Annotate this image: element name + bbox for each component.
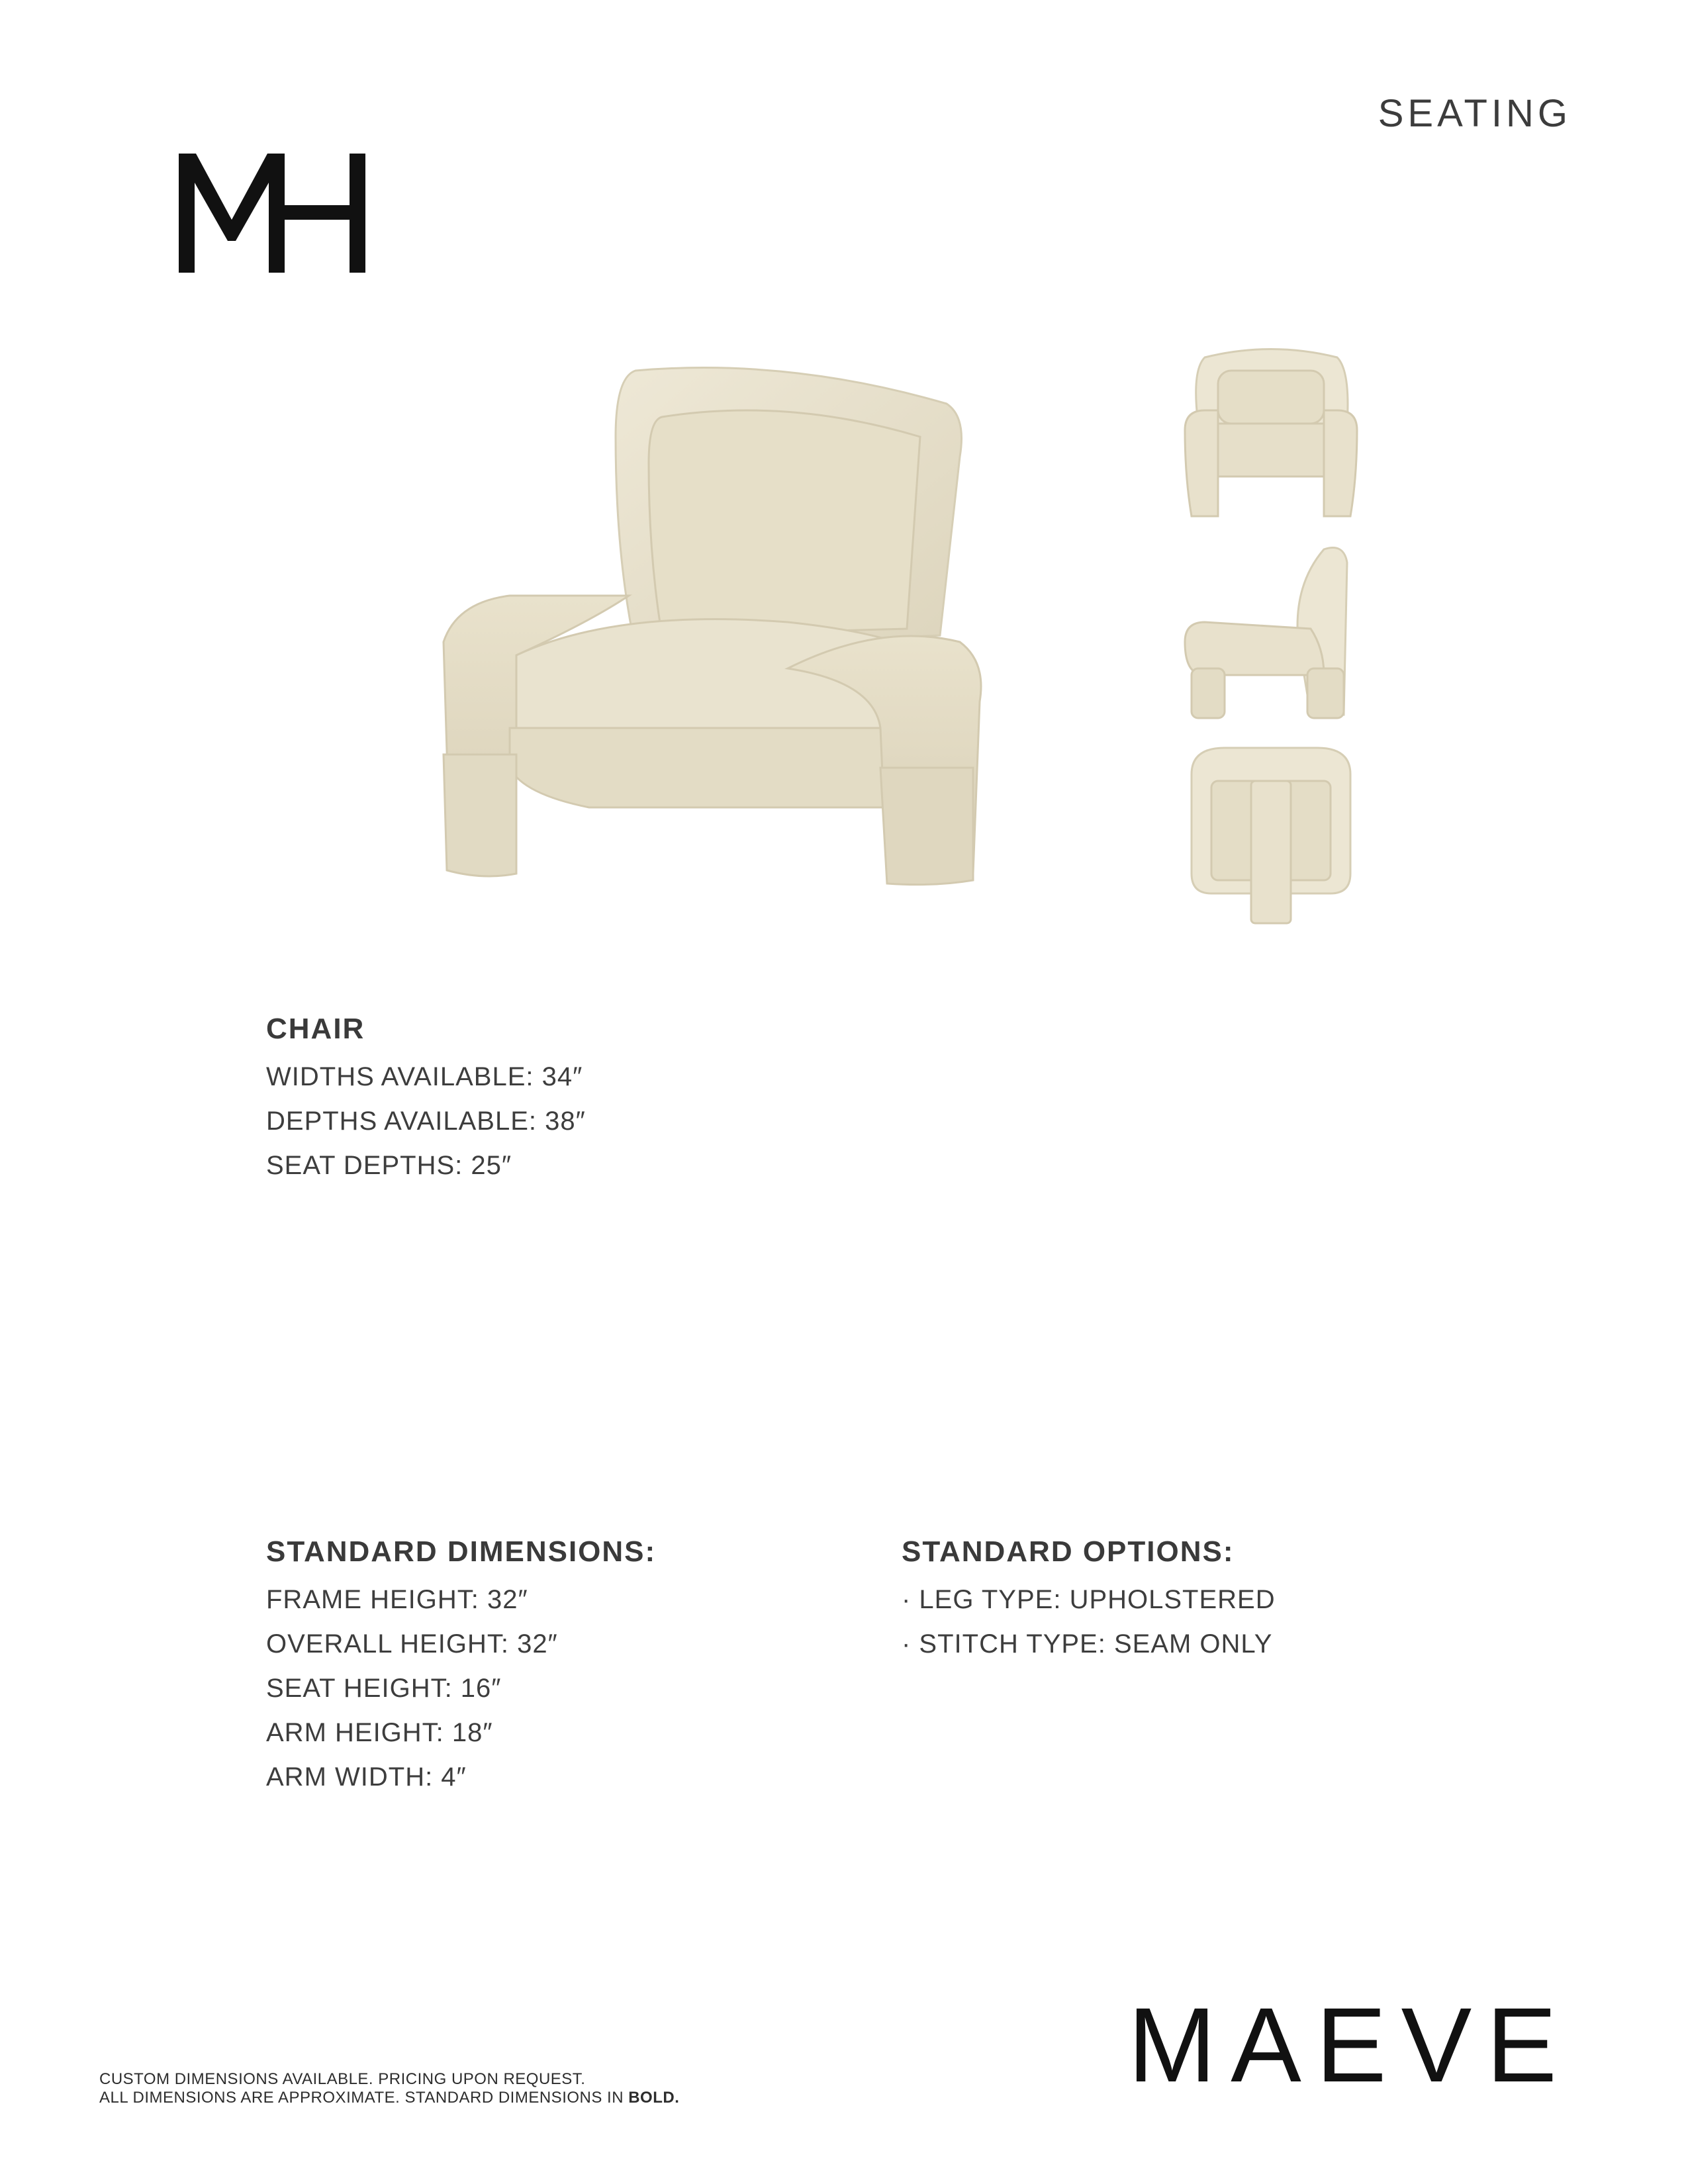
- spec-depths: DEPTHS AVAILABLE: 38″: [266, 1107, 586, 1136]
- spec-widths: WIDTHS AVAILABLE: 34″: [266, 1062, 583, 1091]
- standard-options-block: [902, 1535, 1276, 1666]
- footer-line-1: CUSTOM DIMENSIONS AVAILABLE. PRICING UPON REQUEST.: [99, 2070, 586, 2088]
- chair-main-view: [417, 357, 986, 913]
- dimension-arm-width: ARM WIDTH: 4″: [266, 1762, 467, 1792]
- standard-dimensions-block: [266, 1535, 656, 1799]
- mh-logo: [179, 154, 365, 273]
- standard-options-heading: STANDARD OPTIONS:: [902, 1535, 1235, 1568]
- footer-line-2-text: ALL DIMENSIONS ARE APPROXIMATE. STANDARD DIMENSIONS IN: [99, 2089, 624, 2107]
- product-title: CHAIR: [266, 1013, 365, 1045]
- category-label: SEATING: [1378, 92, 1571, 135]
- footer-line-2: [99, 2089, 679, 2107]
- brand-wordmark: MAEVE: [1127, 1985, 1571, 2104]
- footer-bold-word: BOLD.: [628, 2089, 680, 2107]
- dimension-overall-height: OVERALL HEIGHT: 32″: [266, 1629, 558, 1659]
- dimension-arm-height: ARM HEIGHT: 18″: [266, 1718, 493, 1747]
- option-leg-type: · LEG TYPE: UPHOLSTERED: [902, 1585, 1276, 1614]
- option-stitch-type: · STITCH TYPE: SEAM ONLY: [902, 1629, 1273, 1659]
- spec-seat-depths: SEAT DEPTHS: 25″: [266, 1151, 512, 1180]
- footer-notes: [99, 2070, 679, 2107]
- chair-top-view: [1178, 741, 1364, 927]
- dimension-seat-height: SEAT HEIGHT: 16″: [266, 1674, 502, 1703]
- chair-side-view: [1178, 543, 1364, 721]
- dimension-frame-height: FRAME HEIGHT: 32″: [266, 1585, 528, 1614]
- product-spec-block: [266, 1013, 586, 1188]
- chair-front-view: [1178, 344, 1364, 523]
- standard-dimensions-heading: STANDARD DIMENSIONS:: [266, 1535, 657, 1568]
